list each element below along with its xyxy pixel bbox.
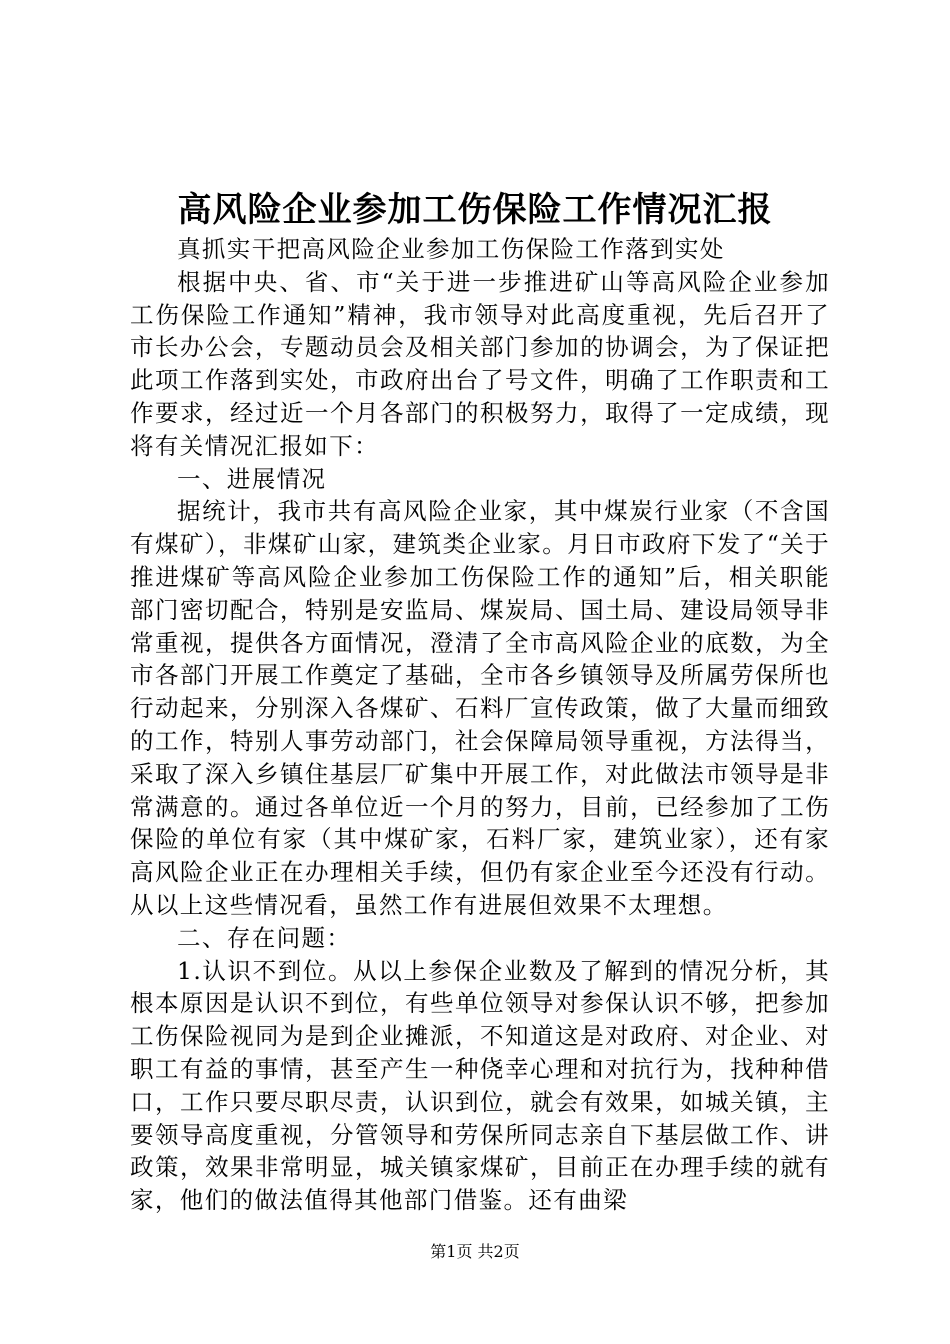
paragraph-progress: 据统计，我市共有高风险企业家，其中煤炭行业家（不含国有煤矿），非煤矿山家，建筑类企业家。月日市政府下发了“关于推进煤矿等高风险企业参加工伤保险工作的通知”后，相关职能部门密切配合，特别是安监局、煤炭局、国土局、建设局领导非常重视，提供各方面情况，澄清了全市高风险企业的底数，为全市各部门开展工作奠定了基础，全市各乡镇领导及所属劳保所也行动起来，分别深入各煤矿、石料厂宣传政策，做了大量而细致的工作，特别人事劳动部门，社会保障局领导重视，方法得当，采取了深入乡镇住基层厂矿集中开展工作，对此做法市领导是非常满意的。通过各单位近一个月的努力，目前，已经参加了工伤保险的单位有家（其中煤矿家，石料厂家，建筑业家），还有家高风险企业正在办理相关手续，但仍有家企业至今还没有行动。从以上这些情况看，虽然工作有进展但效果不太理想。 [130,497,830,919]
page-footer: 第1页 共2页 [430,1242,520,1261]
paragraph-intro: 根据中央、省、市“关于进一步推进矿山等高风险企业参加工伤保险工作通知”精神，我市领导对此高度重视，先后召开了市长办公会，专题动员会及相关部门参加的协调会，为了保证把此项工作落到实处，市政府出台了号文件，明确了工作职责和工作要求，经过近一个月各部门的积极努力，取得了一定成绩，现将有关情况汇报如下： [130,267,830,460]
section-heading-problems: 二、存在问题： [177,923,352,952]
paragraph-problem-1: 1.认识不到位。从以上参保企业数及了解到的情况分析，其根本原因是认识不到位，有些单位领导对参保认识不够，把参加工伤保险视同为是到企业摊派，不知道这是对政府、对企业、对职工有益的事情，甚至产生一种侥幸心理和对抗行为，找种种借口，工作只要尽职尽责，认识到位，就会有效果，如城关镇，主要领导高度重视，分管领导和劳保所同志亲自下基层做工作、讲政策，效果非常明显，城关镇家煤矿，目前正在办理手续的就有家，他们的做法值得其他部门借鉴。还有曲梁 [130,956,830,1215]
document-body [130,233,830,1217]
paragraph-subtitle: 真抓实干把高风险企业参加工伤保险工作落到实处 [177,235,725,263]
section-heading-progress: 一、进展情况 [177,464,327,493]
document-title: 高风险企业参加工伤保险工作情况汇报 [177,190,773,230]
